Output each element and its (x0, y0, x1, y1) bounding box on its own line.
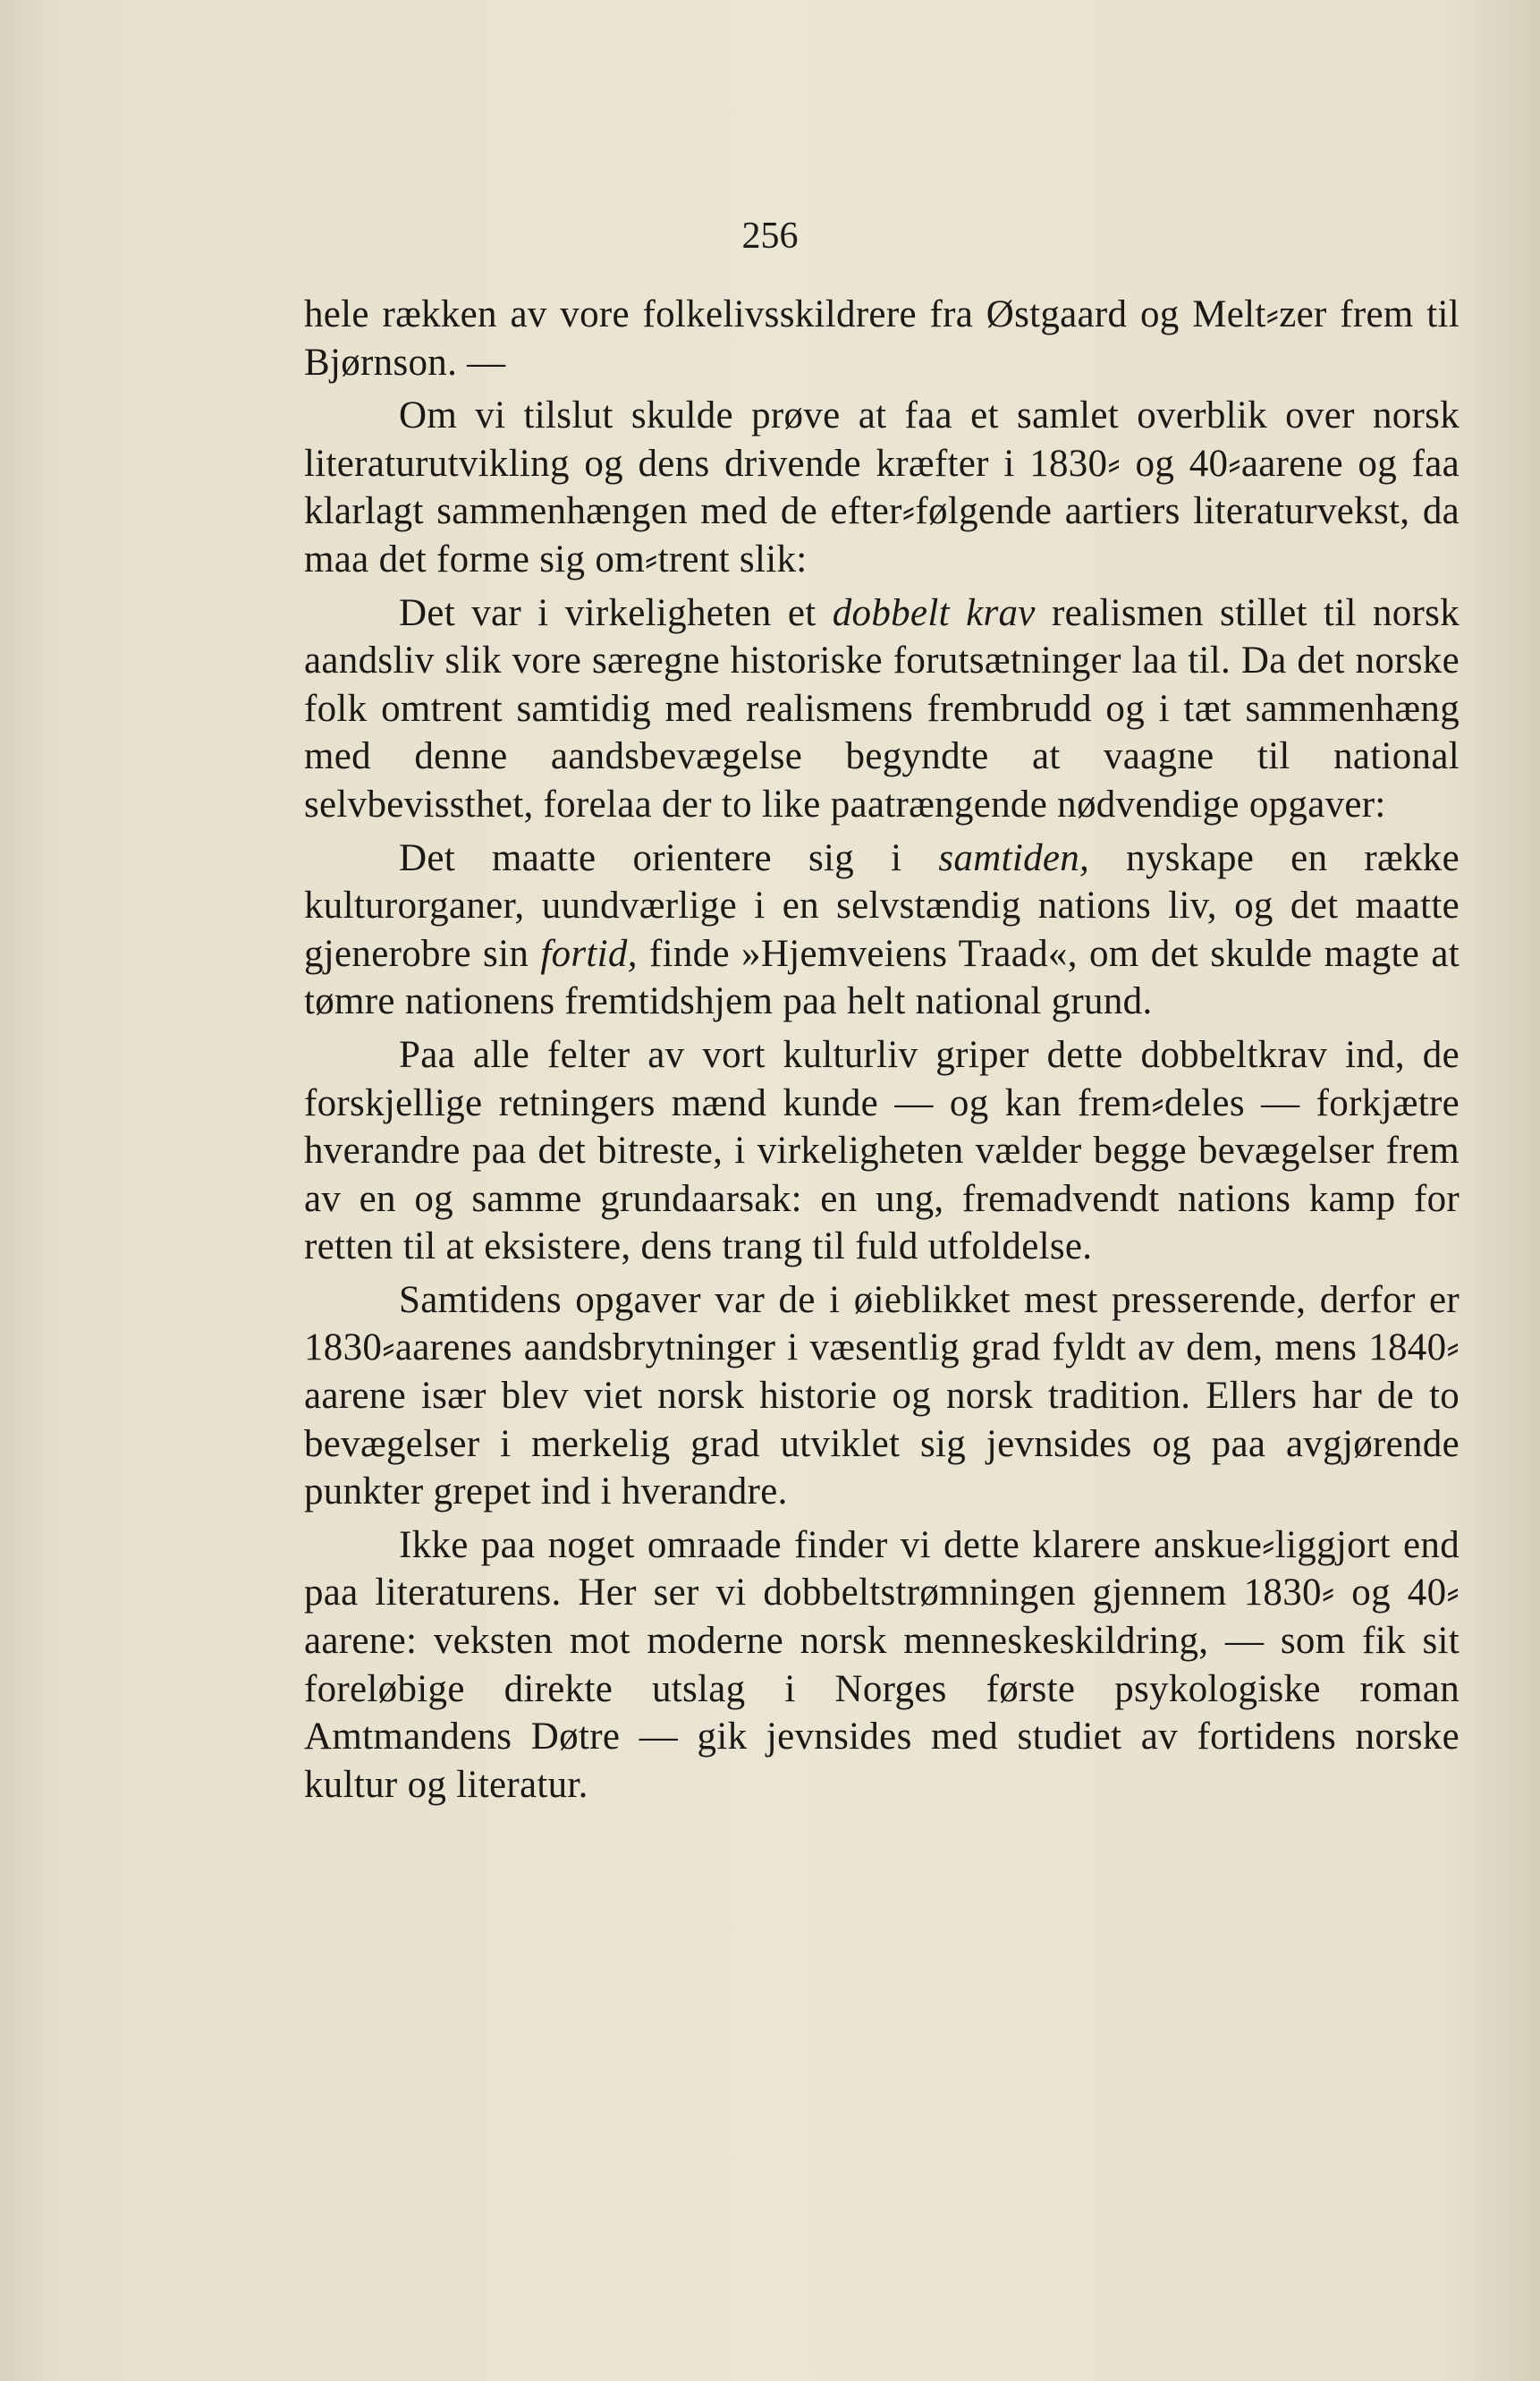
emphasis-dobbelt-krav: dobbelt krav (832, 591, 1036, 634)
page-number: 256 (741, 216, 799, 257)
text-segment: hele rækken av vore folkelivsskildrere fra Østgaard og Melt⸗zer frem til Bjørnson. — (304, 293, 1460, 384)
paragraph-7 (304, 1521, 1460, 1809)
text-segment: Det maatte orientere sig i (399, 836, 939, 879)
text-segment: finde »Hjemveiens Traad«, om det skulde magte at tømre nationens fremtidshjem paa helt national grund. (304, 932, 1460, 1023)
paragraph-5 (304, 1031, 1460, 1271)
text-segment: realismen stillet til norsk aandsliv slik vore særegne historiske forutsætninger laa til. Da det norske folk omtrent samtidig med realismens frembrudd og i tæt sammenhæng med denne aandsbevægelse begyndte at vaagne til national selvbevissthet, forelaa der to like paatrængende nødvendige opgaver: (304, 591, 1460, 826)
paragraph-4 (304, 835, 1460, 1026)
text-segment: Om vi tilslut skulde prøve at faa et samlet overblik over norsk literaturutvikling og dens drivende kræfter i 1830⸗ og 40⸗aarene og faa klarlagt sammenhængen med de efter⸗følgende aartiers literaturvekst, da maa det forme sig om⸗trent slik: (304, 394, 1460, 580)
text-segment: Paa alle felter av vort kulturliv griper dette dobbeltkrav ind, de forskjellige retningers mænd kunde — og kan frem⸗deles — forkjætre hverandre paa det bitreste, i virkeligheten vælder begge bevægelser frem av en og samme grundaarsak: en ung, fremadvendt nations kamp for retten til at eksistere, dens trang til fuld utfoldelse. (304, 1033, 1460, 1268)
emphasis-fortid: fortid, (540, 932, 638, 975)
paragraph-2 (304, 392, 1460, 583)
text-segment: Det var i virkeligheten et (399, 591, 833, 634)
paragraph-6 (304, 1276, 1460, 1516)
body-text (304, 291, 1460, 1809)
emphasis-samtiden: samtiden, (938, 836, 1090, 879)
paragraph-3 (304, 589, 1460, 829)
paragraph-1 (304, 291, 1460, 386)
text-segment: Samtidens opgaver var de i øieblikket mest presserende, derfor er 1830⸗aarenes aandsbrytninger i væsentlig grad fyldt av dem, mens 1840⸗aarene især blev viet norsk historie og norsk tradition. Ellers har de to bevægelser i merkelig grad utviklet sig jevnsides og paa avgjørende punkter grepet ind i hverandre. (304, 1278, 1460, 1513)
text-segment: Ikke paa noget omraade finder vi dette klarere anskue⸗liggjort end paa literaturens. Her ser vi dobbeltstrømningen gjennem 1830⸗ og 40⸗aarene: veksten mot moderne norsk menneskeskildring, — som fik sit foreløbige direkte utslag i Norges første psykologiske roman Amtmandens Døtre — gik jevnsides med studiet av fortidens norske kultur og literatur. (304, 1523, 1460, 1806)
text-segment: nyskape en række kulturorganer, uundværlige i en selvstændig nations liv, og det maatte gjenerobre sin (304, 836, 1460, 975)
